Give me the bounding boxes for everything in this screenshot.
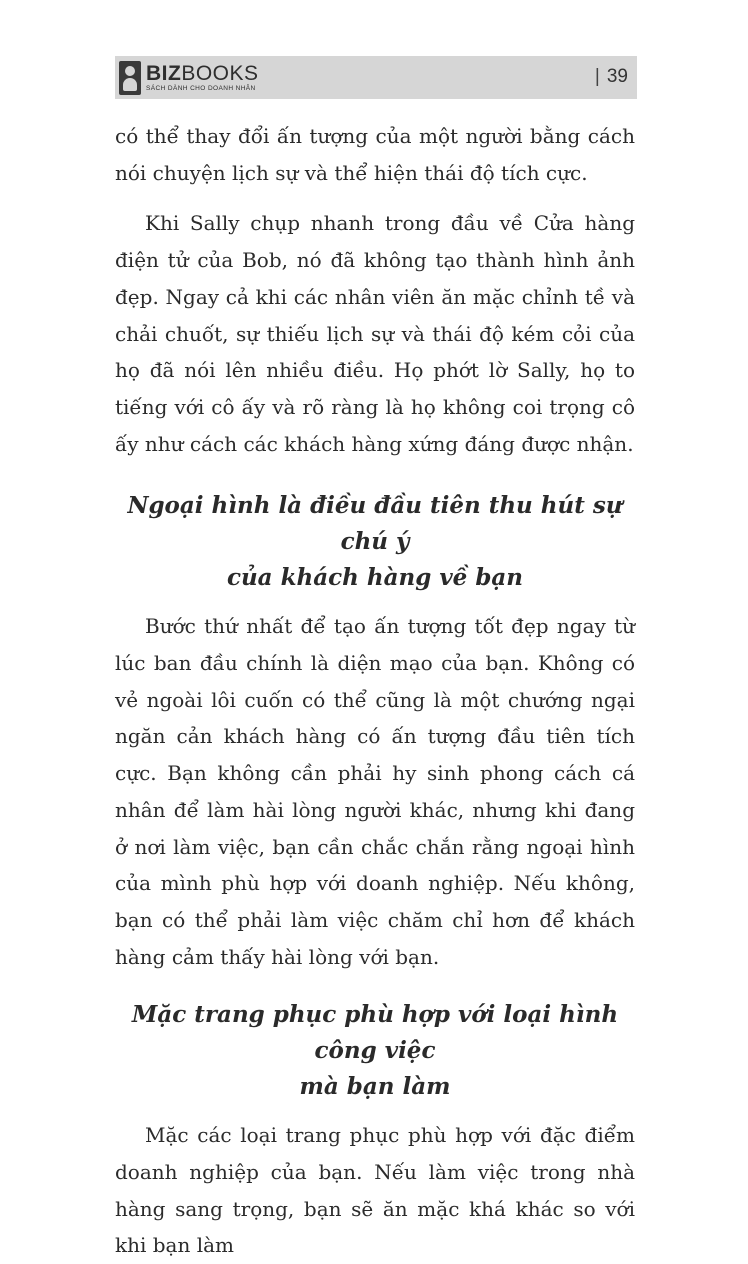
paragraph-appearance: Bước thứ nhất để tạo ấn tượng tốt đẹp ngay từ lúc ban đầu chính là diện mạo của bạn. Không có vẻ ngoài lôi cuốn có thể cũng là một chướng ngại ngăn cản khách hàng có ấn tượng đầu tiên tích cực. Bạn không cần phải hy sinh phong cách cá nhân để làm hài lòng người khác, nhưng khi đang ở nơi làm việc, bạn cần chắc chắn rằng ngoại hình của mình phù hợp với doanh nghiệp. Nếu không, bạn có thể phải làm việc chăm chỉ hơn để khách hàng cảm thấy hài lòng với bạn. — [115, 614, 635, 969]
publisher-tagline: SÁCH DÀNH CHO DOANH NHÂN — [146, 85, 256, 93]
section-heading-attire: Mặc trang phục phù hợp với loại hình công việc mà bạn làm — [131, 1001, 619, 1101]
paragraph-continuation: có thể thay đổi ấn tượng của một người bằng cách nói chuyện lịch sự và thể hiện thái độ tích cực. — [115, 124, 635, 185]
publisher-name: BIZBOOKS — [146, 62, 259, 86]
page-number-separator: | — [594, 66, 600, 87]
publisher-logo — [119, 60, 259, 96]
publisher-emblem-icon — [119, 61, 141, 95]
section-heading-appearance: Ngoại hình là điều đầu tiên thu hút sự chú ý của khách hàng về bạn — [127, 492, 623, 592]
paragraph-attire: Mặc các loại trang phục phù hợp với đặc điểm doanh nghiệp của bạn. Nếu làm việc trong nhà hàng sang trọng, bạn sẽ ăn mặc khá khác so với khi bạn làm — [115, 1123, 635, 1258]
page-body — [115, 118, 635, 1264]
page-number-value: 39 — [606, 66, 628, 87]
page-number — [595, 66, 628, 88]
paragraph-sally-story: Khi Sally chụp nhanh trong đầu về Cửa hàng điện tử của Bob, nó đã không tạo thành hình ảnh đẹp. Ngay cả khi các nhân viên ăn mặc chỉnh tề và chải chuốt, sự thiếu lịch sự và thái độ kém cỏi của họ đã nói lên nhiều điều. Họ phớt lờ Sally, họ to tiếng với cô ấy và rõ ràng là họ không coi trọng cô ấy như cách các khách hàng xứng đáng được nhận. — [115, 211, 635, 456]
